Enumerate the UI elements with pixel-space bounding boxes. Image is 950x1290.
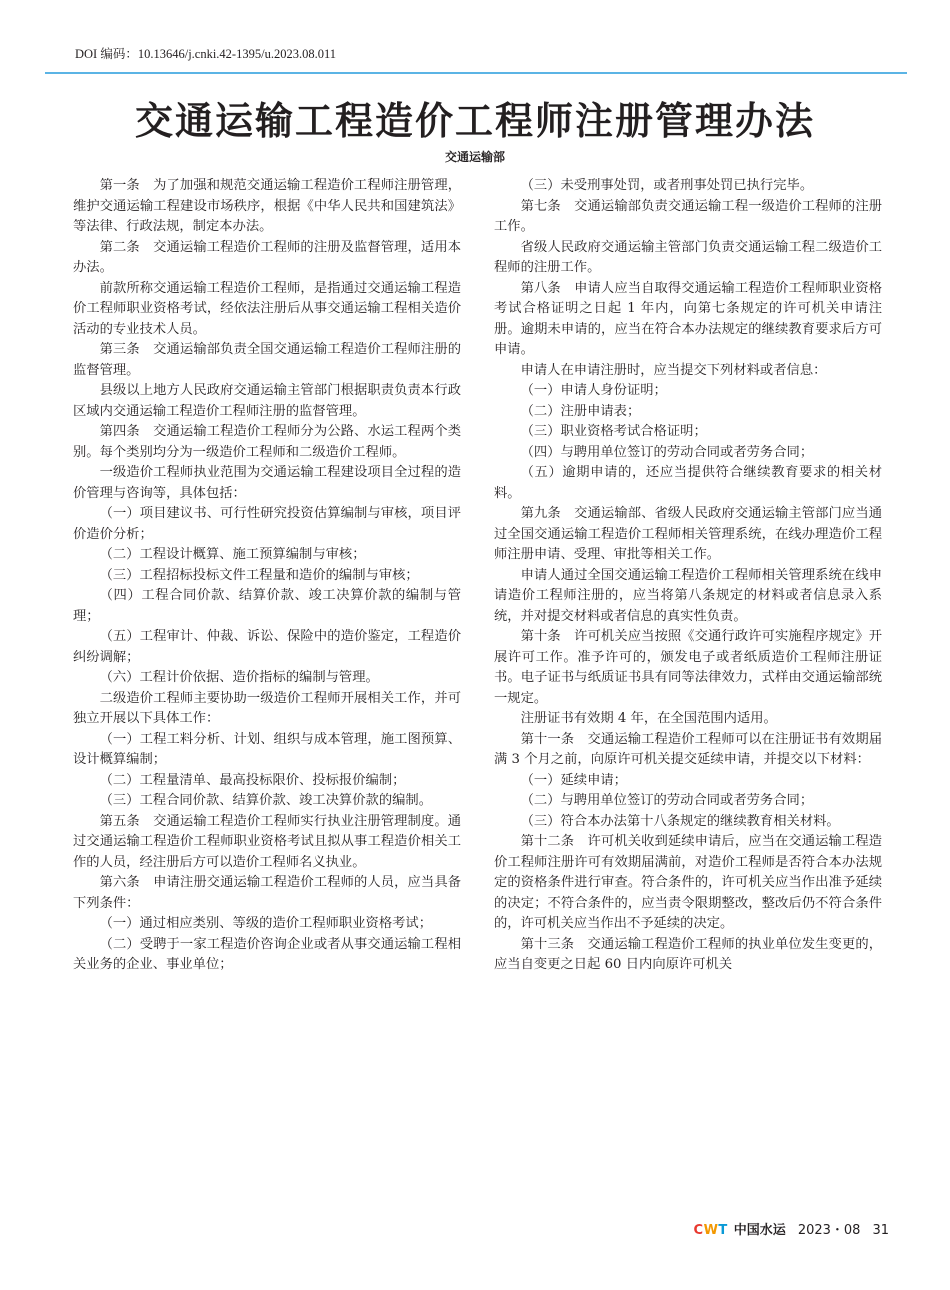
paragraph: 省级人民政府交通运输主管部门负责交通运输工程二级造价工程师的注册工作。: [494, 239, 882, 275]
paragraph: （三）职业资格考试合格证明；: [520, 424, 707, 439]
issue-number: 2023・08: [797, 1223, 861, 1238]
paragraph: 第十二条 许可机关收到延续申请后，应当在交通运输工程造价工程师注册许可有效期届满前，对造价工程师是否符合本办法规定的资格条件进行审查。符合条件的，许可机关应当作出准予延续的决定；不符合条件的，应当责令限期整改，整改后仍不符合条件的，许可机关应当作出不予延续的决定。: [494, 834, 882, 931]
page-footer: [694, 1219, 889, 1238]
right-column: [494, 176, 882, 976]
paragraph: （一）工程工料分析、计划、组织与成本管理，施工图预算、设计概算编制；: [73, 731, 461, 767]
paragraph: （三）工程招标投标文件工程量和造价的编制与审核；: [99, 567, 419, 583]
paragraph: （二）工程设计概算、施工预算编制与审核；: [99, 547, 366, 562]
paragraph: （五）逾期申请的，还应当提供符合继续教育要求的相关材料。: [494, 465, 882, 501]
paragraph: 申请人在申请注册时，应当提交下列材料或者信息：: [520, 362, 827, 378]
paragraph: （二）与聘用单位签订的劳动合同或者劳务合同；: [520, 793, 814, 808]
paragraph: 二级造价工程师主要协助一级造价工程师开展相关工作，并可独立开展以下具体工作：: [73, 690, 461, 726]
paragraph: （一）项目建议书、可行性研究投资估算编制与审核，项目评价造价分析；: [73, 506, 461, 542]
paragraph: （三）工程合同价款、结算价款、竣工决算价款的编制。: [99, 793, 433, 808]
journal-name: 中国水运: [733, 1223, 786, 1238]
doi-line: DOI 编码：10.13646/j.cnki.42-1395/u.2023.08.011: [75, 47, 336, 61]
paragraph: 县级以上地方人民政府交通运输主管部门根据职责负责本行政区域内交通运输工程造价工程师注册的监督管理。: [73, 383, 461, 419]
paragraph: 第一条 为了加强和规范交通运输工程造价工程师注册管理，维护交通运输工程建设市场秩序，根据《中华人民共和国建筑法》等法律、行政法规，制定本办法。: [73, 178, 461, 234]
paragraph: 第七条 交通运输部负责交通运输工程一级造价工程师的注册工作。: [494, 198, 882, 234]
paragraph: （五）工程审计、仲裁、诉讼、保险中的造价鉴定，工程造价纠纷调解；: [73, 629, 461, 665]
paragraph: 第八条 申请人应当自取得交通运输工程造价工程师职业资格考试合格证明之日起 1 年内，向第七条规定的许可机关申请注册。逾期未申请的，应当在符合本办法规定的继续教育要求后方可申请。: [494, 280, 882, 357]
paragraph: （三）未受刑事处罚，或者刑事处罚已执行完毕。: [520, 178, 814, 193]
paragraph: （一）延续申请；: [520, 772, 627, 788]
paragraph: 第五条 交通运输工程造价工程师实行执业注册管理制度。通过交通运输工程造价工程师职业资格考试且拟从事工程造价相关工作的人员，经注册后方可以造价工程师名义执业。: [73, 813, 461, 870]
paragraph: 第四条 交通运输工程造价工程师分为公路、水运工程两个类别。每个类别均分为一级造价工程师和二级造价工程师。: [73, 424, 461, 460]
paragraph: 一级造价工程师执业范围为交通运输工程建设项目全过程的造价管理与咨询等，具体包括：: [73, 465, 461, 501]
paragraph: 申请人通过全国交通运输工程造价工程师相关管理系统在线申请造价工程师注册的，应当将第八条规定的材料或者信息录入系统，并对提交材料或者信息的真实性负责。: [494, 567, 882, 624]
header-divider: [45, 72, 907, 74]
paragraph: 第三条 交通运输部负责全国交通运输工程造价工程师注册的监督管理。: [73, 342, 461, 378]
paragraph: 第二条 交通运输工程造价工程师的注册及监督管理，适用本办法。: [73, 239, 461, 275]
paragraph: 注册证书有效期 4 年，在全国范围内适用。: [520, 711, 777, 726]
paragraph: 第九条 交通运输部、省级人民政府交通运输主管部门应当通过全国交通运输工程造价工程师相关管理系统，在线办理造价工程师注册申请、受理、审批等相关工作。: [494, 506, 882, 562]
paragraph: 第十三条 交通运输工程造价工程师的执业单位发生变更的，应当自变更之日起 60 日内向原许可机关: [494, 936, 882, 972]
paragraph: 第六条 申请注册交通运输工程造价工程师的人员，应当具备下列条件：: [73, 875, 461, 911]
cwt-logo: CWT: [693, 1223, 728, 1238]
paragraph: （一）通过相应类别、等级的造价工程师职业资格考试；: [99, 916, 433, 931]
paragraph: （四）工程合同价款、结算价款、竣工决算价款的编制与管理；: [73, 588, 461, 624]
paragraph: （二）工程量清单、最高投标限价、投标报价编制；: [99, 772, 406, 788]
paragraph: （四）与聘用单位签订的劳动合同或者劳务合同；: [520, 444, 814, 460]
paragraph: （二）注册申请表；: [520, 403, 641, 419]
article-title: 交通运输工程造价工程师注册管理办法: [134, 98, 815, 143]
paragraph: （二）受聘于一家工程造价咨询企业或者从事交通运输工程相关业务的企业、事业单位；: [73, 936, 461, 972]
left-column: [73, 176, 461, 976]
page-number: 31: [872, 1223, 889, 1238]
paragraph: （一）申请人身份证明；: [520, 383, 667, 398]
paragraph: 前款所称交通运输工程造价工程师，是指通过交通运输工程造价工程师职业资格考试，经依法注册后从事交通运输工程相关造价活动的专业技术人员。: [73, 280, 461, 337]
paragraph: （六）工程计价依据、造价指标的编制与管理。: [99, 670, 379, 685]
paragraph: 第十一条 交通运输工程造价工程师可以在注册证书有效期届满 3 个月之前，向原许可机关提交延续申请，并提交以下材料：: [494, 731, 882, 767]
paragraph: （三）符合本办法第十八条规定的继续教育相关材料。: [520, 813, 840, 829]
paragraph: 第十条 许可机关应当按照《交通行政许可实施程序规定》开展许可工作。准予许可的，颁发电子或者纸质造价工程师注册证书。电子证书与纸质证书具有同等法律效力，式样由交通运输部统一规定。: [494, 629, 882, 706]
article-author: 交通运输部: [444, 150, 505, 164]
